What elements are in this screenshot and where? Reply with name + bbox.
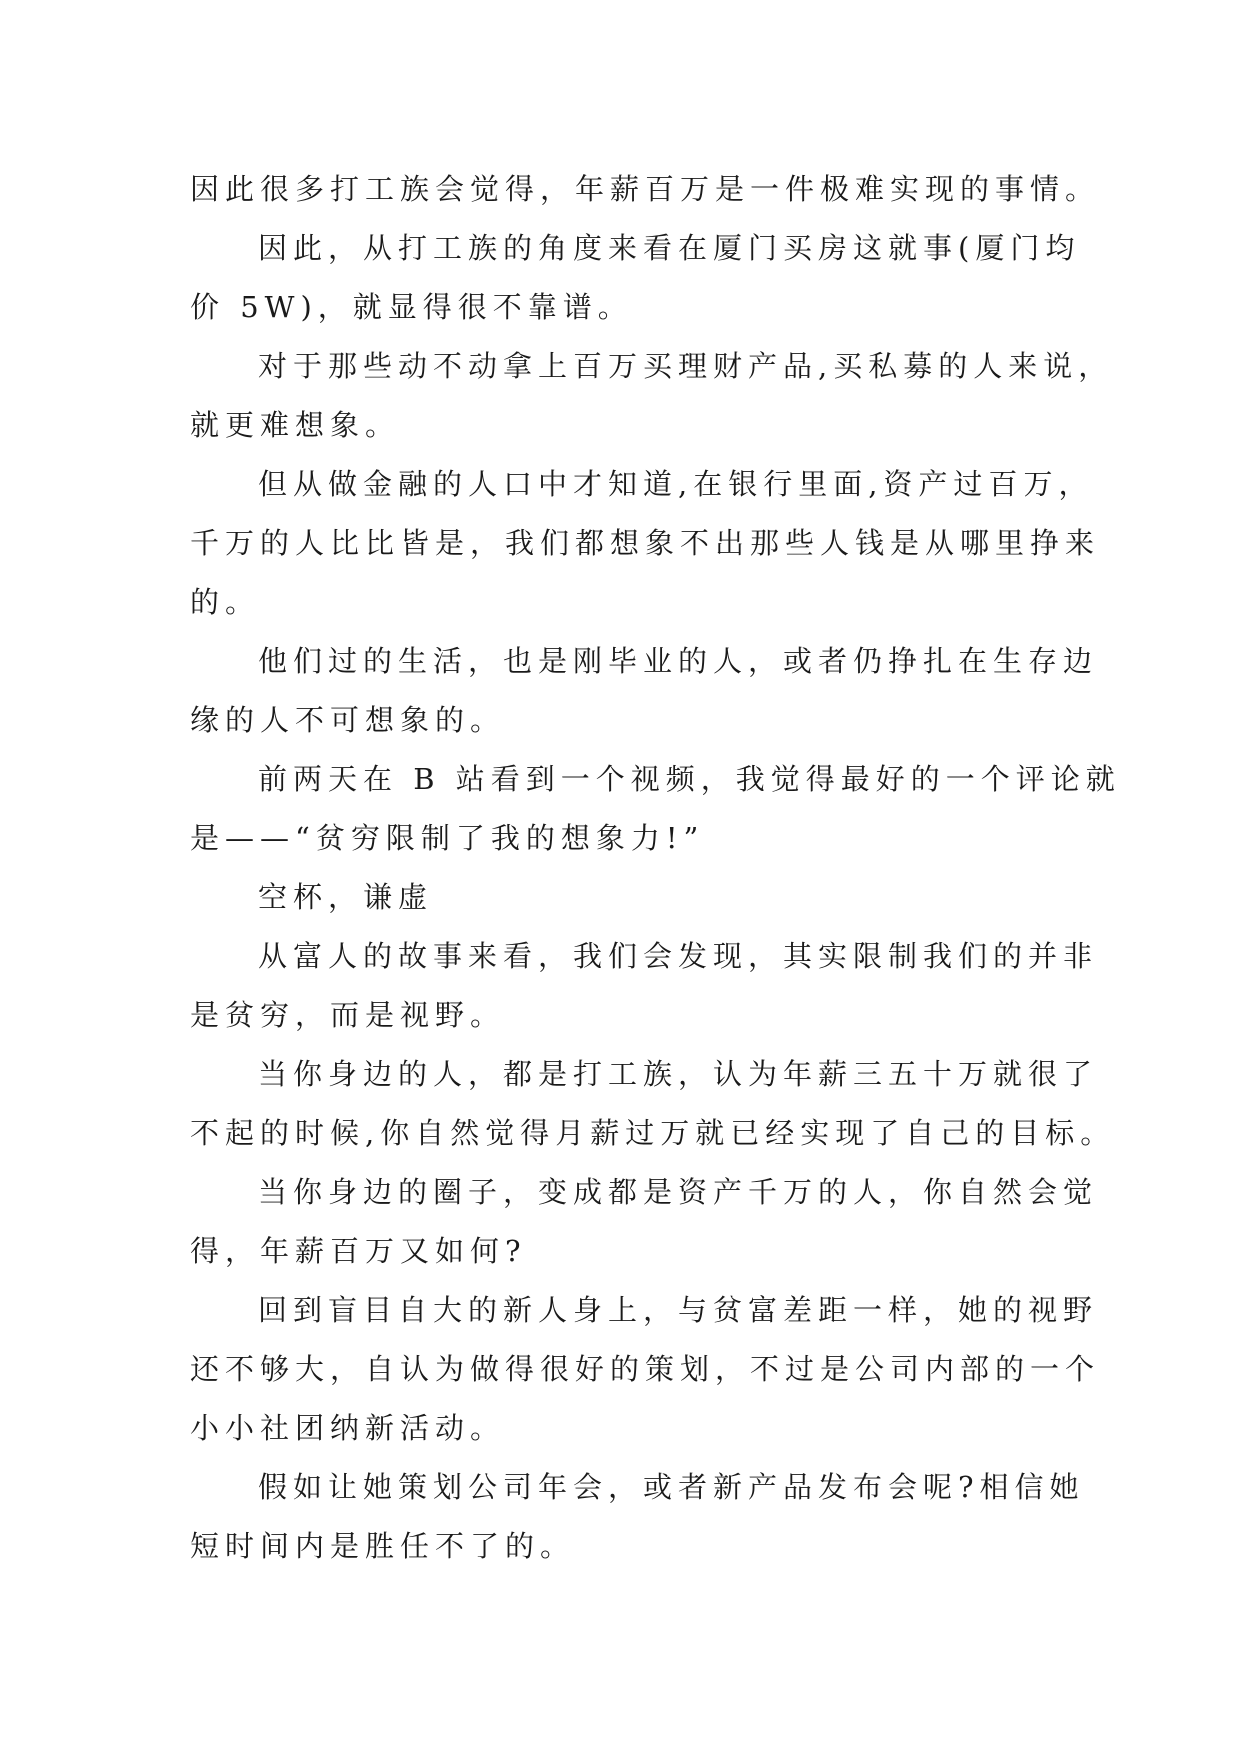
section-heading: 空杯，谦虚 (258, 880, 434, 914)
text-line: 还不够大，自认为做得很好的策划，不过是公司内部的一个 (190, 1352, 1101, 1386)
text-line: 当你身边的圈子，变成都是资产千万的人，你自然会觉 (258, 1175, 1099, 1209)
text-line: 当你身边的人，都是打工族，认为年薪三五十万就很了 (258, 1057, 1099, 1091)
text-line: 假如让她策划公司年会，或者新产品发布会呢?相信她 (258, 1470, 1085, 1504)
text-line: 因此，从打工族的角度来看在厦门买房这就事(厦门均 (258, 231, 1081, 265)
text-line: 短时间内是胜任不了的。 (190, 1529, 576, 1563)
text-line: 前两天在 B 站看到一个视频，我觉得最好的一个评论就 (258, 762, 1121, 796)
text-line: 是——“贫穷限制了我的想象力!” (190, 821, 705, 855)
text-line: 但从做金融的人口中才知道,在银行里面,资产过百万， (258, 467, 1094, 501)
text-line: 是贫穷，而是视野。 (190, 998, 506, 1032)
text-line: 得，年薪百万又如何? (190, 1234, 527, 1268)
text-line: 不起的时候,你自然觉得月薪过万就已经实现了自己的目标。 (190, 1116, 1116, 1150)
text-line: 小小社团纳新活动。 (190, 1411, 506, 1445)
text-line: 对于那些动不动拿上百万买理财产品,买私募的人来说， (258, 349, 1114, 383)
text-line: 价 5W)，就显得很不靠谱。 (190, 290, 633, 324)
text-line: 回到盲目自大的新人身上，与贫富差距一样，她的视野 (258, 1293, 1099, 1327)
text-line: 缘的人不可想象的。 (190, 703, 506, 737)
text-line: 从富人的故事来看，我们会发现，其实限制我们的并非 (258, 939, 1099, 973)
text-line: 就更难想象。 (190, 408, 401, 442)
text-line: 的。 (190, 585, 261, 619)
text-line: 千万的人比比皆是，我们都想象不出那些人钱是从哪里挣来 (190, 526, 1101, 560)
text-line: 他们过的生活，也是刚毕业的人，或者仍挣扎在生存边 (258, 644, 1099, 678)
text-line: 因此很多打工族会觉得，年薪百万是一件极难实现的事情。 (190, 172, 1101, 206)
document-body (190, 160, 1121, 1576)
